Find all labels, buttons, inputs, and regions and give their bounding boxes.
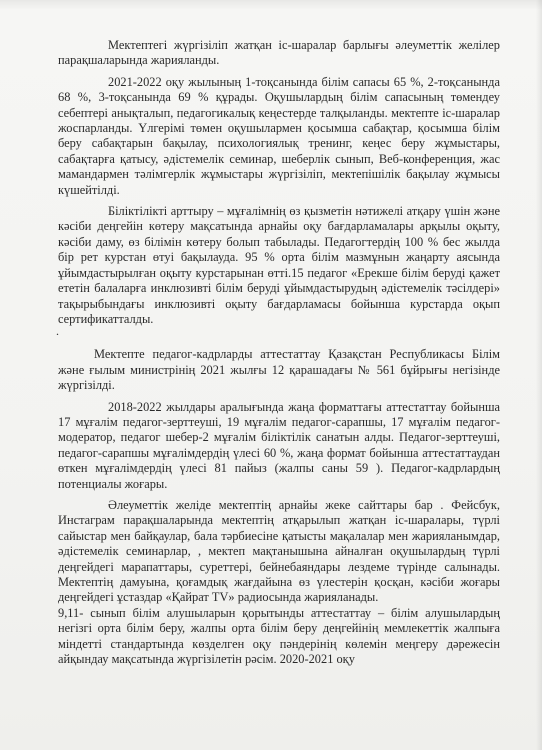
paragraph-attestation-results: 2018-2022 жылдары аралығында жаңа форматтағы аттестаттау бойынша 17 мұғалім педагог-зерттеуші, 19 мұғалім педагог-сарапшы, 17 мұғалім педагог-модератор, педагог шебер-2 мұғалім біліктілік санатын алды. Педагог-зерттеуші, педагог-сарапшы мұғалімдердің үлесі 60 %, жаңа формат бойынша аттестаттаудан өткен мұғалімдердің үлесі 81 пайыз (жалпы саны 59 ). Педагог-кадрлардың потенциалы жоғары. — [58, 399, 500, 491]
paragraph-final-attestation: 9,11- сынып білім алушыларын қорытынды аттестаттау – білім алушылардың негізгі орта білім беру, жалпы орта білім беру деңгейінің мемлекеттік жалпыға міндетті стандартында көзделген оқу пәндерінің көлемін меңгеру дәрежесін айқындау мақсатында жүргізілетін рәсім. 2020-2021 оқу — [58, 605, 500, 667]
stray-dot: . — [56, 324, 59, 339]
paragraph-qualification: Біліктілікті арттыру – мұғалімнің өз қызметін нәтижелі атқару үшін және кәсіби деңгейін көтеру мақсатында арнайы оқу бағдарламалары арқылы оқыту, кәсіби даму, өз білімін көтеру болып табылады. Педагогтердің 100 % бес жылда бір рет курстан өтуі бақылауда. 95 % орта білім мазмұнын жаңарту аясында ұйымдастырылған оқыту курстарынан өтті.15 педагог «Ерекше білім беруді қажет ететін балаларға инклюзивті білім беруді ұйымдастырудың әдістемелік тәсілдері» тақырыбындағы инклюзивті оқыту бағдарламасы бойынша курстарда оқып сертификатталды. — [58, 204, 500, 326]
paragraph-school-websites: Әлеуметтік желіде мектептің арнайы жеке сайттары бар . Фейсбук, Инстаграм парақшаларында мектептің атқарылып жатқан іс-шаралары, түрлі сайыстар мен байқаулар, бала тәрбиесіне қатысты мақалалар мен жарияланымдар, әдістемелік семинарлар, , мектеп мақтанышына айналған оқушылардың түрлі деңгейдегі марапаттары, суреттері, бейнебаяндары лездеме түрінде салынады. Мектептің дамуына, қоғамдық жағдайына өз үлестерін қосқан, кәсіби жоғары деңгейдегі ұстаздар «Қайрат TV» радиосында жарияланады. — [58, 497, 500, 605]
paragraph-attestation-basis: Мектепте педагог-кадрларды аттестаттау Қазақстан Республикасы Білім және ғылым министрінің 2021 жылғы 12 қарашадағы № 561 бұйрығы негізінде жүргізілді. — [58, 347, 500, 393]
paragraph-social-media: Мектептегі жүргізіліп жатқан іс-шаралар барлығы әлеуметтік желілер парақшаларында жарияланды. — [58, 38, 500, 68]
paragraph-education-quality: 2021-2022 оқу жылының 1-тоқсанында білім сапасы 65 %, 2-тоқсанында 68 %, 3-тоқсанында 69 % құрады. Оқушылардың білім сапасының төмендеу себептері анықталып, педагогикалық кеңестерде талқыланды. мектепте іс-шаралар жоспарланды. Үлгерімі төмен оқушылармен қосымша сабақтар, қосымша білім беру сабақтарын бақылау, психологиялық тренинг, кеңес беру жұмыстары, сабақтарға қатысу, әдістемелік семинар, шеберлік сынып, Веб-конференция, жас мамандармен тәлімгерлік жұмыстары жүргізіліп, мектепішілік бақылау жұмысы күшейтілді. — [58, 74, 500, 197]
